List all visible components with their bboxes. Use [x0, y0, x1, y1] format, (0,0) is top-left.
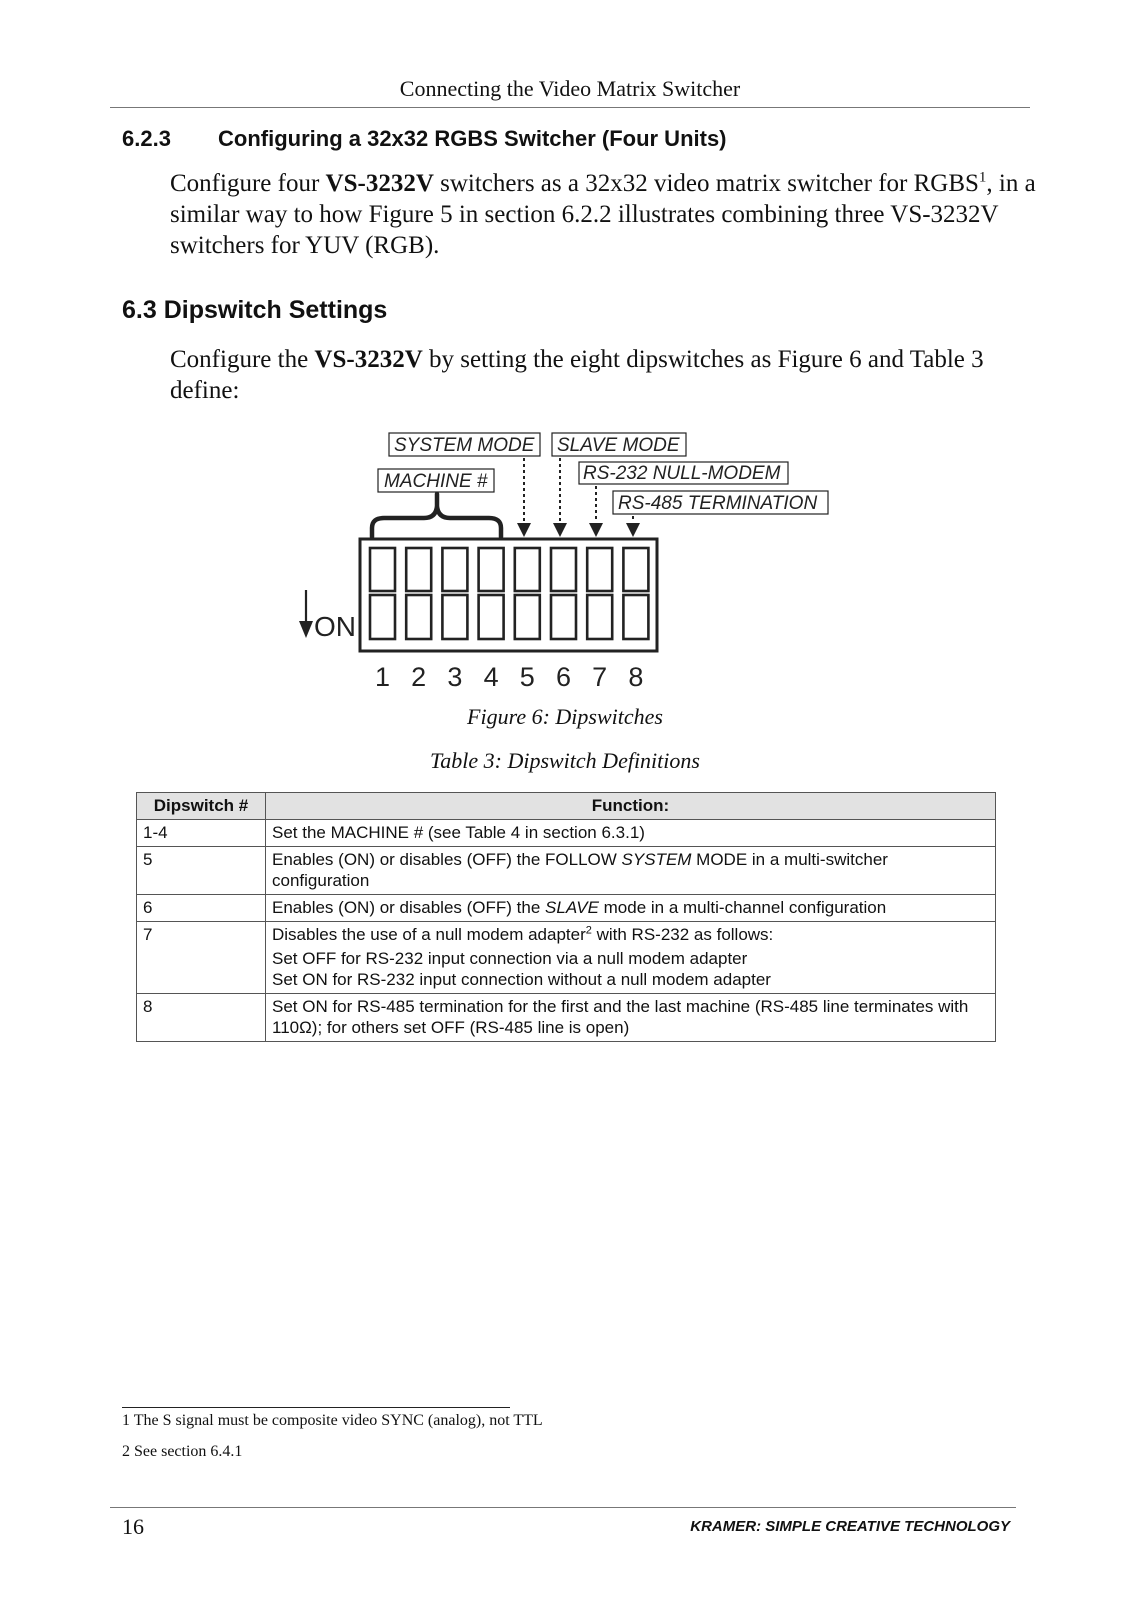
- switch-6-lower: [551, 595, 576, 639]
- termination-label: RS-485 TERMINATION: [618, 493, 818, 514]
- slave-mode-label: SLAVE MODE: [557, 435, 680, 456]
- machine-label: MACHINE #: [384, 471, 488, 492]
- switch-number-8: 8: [628, 662, 644, 692]
- cell-text: Enables (ON) or disables (OFF) the FOLLOW: [272, 850, 622, 869]
- table-row: [137, 895, 996, 922]
- column-header-function: Function:: [266, 793, 996, 820]
- switch-number-1: 1: [374, 662, 391, 692]
- cell-dipswitch: 1-4: [137, 820, 266, 847]
- switch-number-7: 7: [592, 662, 608, 692]
- paragraph-text: switchers as a 32x32 video matrix switcher for RGBS: [433, 170, 979, 197]
- cell-text: Set ON for RS-232 input connection without a null modem adapter: [272, 970, 771, 989]
- switch-4-lower: [479, 595, 504, 639]
- footnote-ref: 2: [585, 924, 592, 937]
- on-arrow-icon: [299, 621, 313, 638]
- switch-number-6: 6: [555, 662, 572, 692]
- switch-7-lower: [587, 595, 612, 639]
- switch-8-upper: [623, 548, 648, 591]
- switch-1-upper: [370, 548, 395, 591]
- cell-function: [266, 922, 996, 994]
- table-row: [137, 922, 996, 994]
- cell-dipswitch: 8: [137, 994, 266, 1042]
- paragraph-text: Configure four: [170, 170, 326, 197]
- footnote-1: 1 The S signal must be composite video SYNC (analog), not TTL: [122, 1412, 543, 1429]
- cell-text: with RS-232 as follows:: [591, 925, 774, 944]
- dipswitch-diagram: [0, 0, 1130, 700]
- cell-text: mode in a multi-channel configuration: [598, 898, 887, 917]
- section-title: Configuring a 32x32 RGBS Switcher (Four Units): [218, 126, 727, 151]
- on-label: ON: [314, 611, 356, 642]
- switch-2-upper: [406, 548, 431, 591]
- footnote-ref: 1: [978, 169, 987, 186]
- footer-divider: [110, 1507, 1016, 1508]
- table-caption: Table 3: Dipswitch Definitions: [430, 748, 700, 773]
- switch-number-4: 4: [483, 662, 499, 692]
- section-heading-6-3: 6.3 Dipswitch Settings: [122, 296, 388, 324]
- table-row: [137, 847, 996, 895]
- null-modem-label: RS-232 NULL-MODEM: [583, 463, 781, 484]
- cell-function: Set the MACHINE # (see Table 4 in section 6.3.1): [266, 820, 996, 847]
- paragraph-text: Configure the: [170, 346, 315, 373]
- cell-text: MODE in a multi-switcher configuration: [272, 850, 888, 890]
- column-header-dipswitch: Dipswitch #: [137, 793, 266, 820]
- switch-8-lower: [623, 595, 648, 639]
- switch-3-upper: [442, 548, 467, 591]
- cell-function: Set ON for RS-485 termination for the first and the last machine (RS-485 line terminates with 110Ω); for others set OFF (RS-485 line is open): [266, 994, 996, 1042]
- figure-caption: Figure 6: Dipswitches: [467, 704, 663, 729]
- cell-function: [266, 847, 996, 895]
- cell-text: Set OFF for RS-232 input connection via a null modem adapter: [272, 949, 748, 968]
- dipswitch-table: [136, 792, 996, 1042]
- switch-number-2: 2: [411, 662, 427, 692]
- switch-5-lower: [515, 595, 540, 639]
- section-number: 6.2.3: [122, 126, 171, 151]
- cell-text-italic: SLAVE: [545, 898, 599, 917]
- switch-number-3: 3: [447, 662, 463, 692]
- arrow-switch-8: [626, 523, 640, 537]
- table-row: [137, 820, 996, 847]
- machine-bracket: [372, 494, 501, 537]
- paragraph-text: , in a similar way to how Figure 5 in section 6.2.2 illustrates combining three VS-3232V switchers for YUV (RGB).: [170, 170, 1036, 259]
- switch-7-upper: [587, 548, 612, 591]
- cell-dipswitch: 5: [137, 847, 266, 895]
- footnote-2: 2 See section 6.4.1: [122, 1443, 243, 1460]
- cell-text: Disables the use of a null modem adapter: [272, 925, 586, 944]
- page-number: 16: [122, 1514, 144, 1539]
- switch-1-lower: [370, 595, 395, 639]
- cell-text-italic: SYSTEM: [621, 850, 692, 869]
- arrow-switch-5: [517, 523, 531, 537]
- running-header: Connecting the Video Matrix Switcher: [399, 76, 741, 101]
- switch-4-upper: [479, 548, 504, 591]
- arrow-switch-6: [553, 523, 567, 537]
- system-mode-label: SYSTEM MODE: [394, 435, 535, 456]
- switch-2-lower: [406, 595, 431, 639]
- switch-number-5: 5: [519, 662, 535, 692]
- cell-function: [266, 895, 996, 922]
- table-header-row: [137, 793, 996, 820]
- switch-5-upper: [515, 548, 540, 591]
- paragraph-text: by setting the eight dipswitches as Figure 6 and Table 3 define:: [170, 346, 984, 404]
- switch-3-lower: [442, 595, 467, 639]
- switch-6-upper: [551, 548, 576, 591]
- model-name: VS-3232V: [325, 170, 434, 197]
- footer-brand: KRAMER: SIMPLE CREATIVE TECHNOLOGY: [690, 1518, 1010, 1535]
- cell-dipswitch: 6: [137, 895, 266, 922]
- footnote-divider: [122, 1407, 510, 1408]
- table-row: [137, 994, 996, 1042]
- model-name: VS-3232V: [314, 346, 423, 373]
- cell-text: Enables (ON) or disables (OFF) the: [272, 898, 546, 917]
- cell-dipswitch: 7: [137, 922, 266, 994]
- arrow-switch-7: [589, 523, 603, 537]
